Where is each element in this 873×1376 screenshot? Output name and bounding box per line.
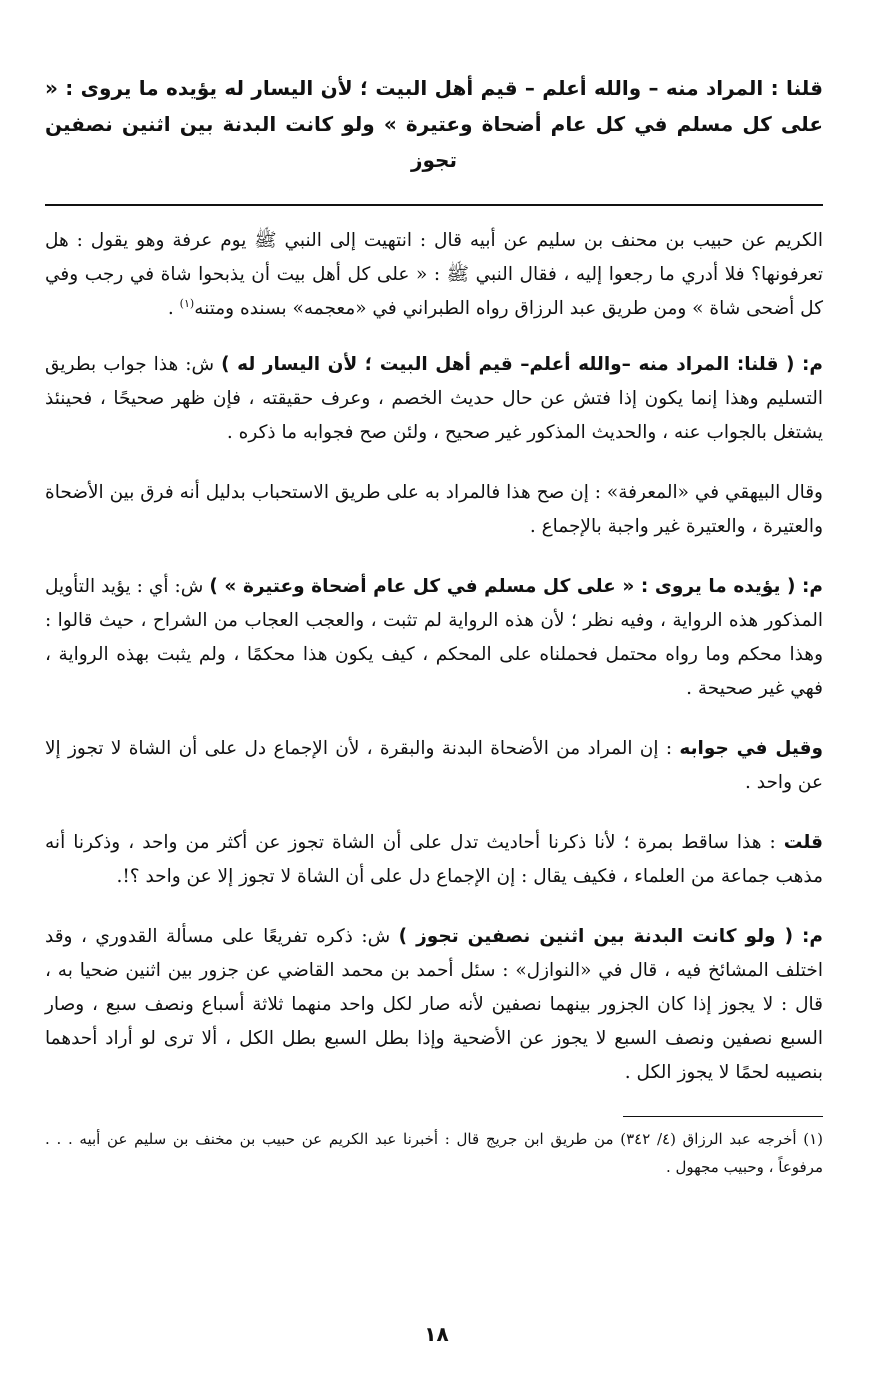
footnote-text: (١) أخرجه عبد الرزاق (٤/ ٣٤٢) من طريق ابن جريج قال : أخبرنا عبد الكريم عن حبيب بن مخنف بن سليم عن أبيه . . . مرفوعاً ، وحبيب مجهول . — [45, 1130, 823, 1176]
paragraph-body: : هذا ساقط بمرة ؛ لأنا ذكرنا أحاديث تدل على أن الشاة تجوز عن أكثر من واحد ، وذكرنا أنه مذهب جماعة من العلماء ، فكيف يقال : إن الإجماع دل على أن الشاة لا تجوز إلا عن واحد ؟!. — [45, 832, 823, 887]
page-content — [45, 70, 823, 1181]
hadith-paragraph — [45, 224, 823, 326]
matn-text: قلنا : المراد منه – والله أعلم – قيم أهل البيت ؛ لأن اليسار له يؤيده ما يروى : « على كل مسلم في كل عام أضحاة وعتيرة » ولو كانت البدنة بين اثنين نصفين تجوز — [45, 76, 823, 172]
paragraph-lead: م: ( ولو كانت البدنة بين اثنين نصفين تجوز ) — [398, 926, 823, 947]
commentary-paragraph — [45, 732, 823, 800]
matn-separator — [45, 204, 823, 206]
hadith-text: الكريم عن حبيب بن محنف بن سليم عن أبيه قال : انتهيت إلى النبي ﷺ يوم عرفة وهو يقول : هل تعرفونها؟ فلا أدري ما رجعوا إليه ، فقال النبي ﷺ : « على كل أهل بيت أن يذبحوا شاة في رجب وفي كل أضحى شاة » ومن طريق عبد الرزاق رواه الطبراني في «معجمه» بسنده ومتنه — [45, 230, 823, 319]
commentary-paragraph — [45, 920, 823, 1090]
paragraph-body: ش: أي : يؤيد التأويل المذكور هذه الرواية ، وفيه نظر ؛ لأن هذه الرواية لم تثبت ، والعجب العجاب من الشراح ، حيث قالوا : وهذا محكم وما رواه محتمل فحملناه على المحكم ، كيف يكون هذا محكمًا ، ولم يثبت بهذه الرواية ، فهي غير صحيحة . — [45, 576, 823, 699]
commentary-paragraph — [45, 570, 823, 706]
paragraph-lead: م: ( يؤيده ما يروى : « على كل مسلم في كل عام أضحاة وعتيرة » ) — [209, 576, 823, 597]
hadith-end: . — [167, 298, 180, 319]
footnote-separator — [623, 1116, 823, 1117]
paragraph-body: ش: ذكره تفريعًا على مسألة القدوري ، وقد اختلف المشائخ فيه ، قال في «النوازل» : سئل أحمد بن محمد القاضي عن جزور بين اثنين ضحيا به ، قال : لا يجوز إذا كان الجزور بينهما نصفين لأنه صار لكل واحد منهما ثلاثة أسباع ونصف سبع ، وصار السبع نصفين ونصف السبع لا يجوز عن الأضحية وإذا بطل السبع بطل الكل ، ألا ترى لو أراد أحدهما بنصيبه لحمًا لا يجوز الكل . — [45, 926, 823, 1083]
paragraph-lead: وقيل في جوابه — [679, 738, 823, 759]
commentary-paragraph — [45, 476, 823, 544]
paragraph-body: ش: هذا جواب بطريق التسليم وهذا إنما يكون إذا فتش عن حال حديث الخصم ، وعرف حقيقته ، فإن ظهر صحيحًا ، فحينئذ يشتغل بالجواب عنه ، والحديث المذكور غير صحيح ، ولئن صح فجوابه ما ذكره . — [45, 354, 823, 443]
paragraph-lead: قلت — [783, 832, 823, 853]
commentary-paragraph — [45, 348, 823, 450]
paragraph-lead: م: ( قلنا: المراد منه –والله أعلم– قيم أهل البيت ؛ لأن اليسار له ) — [221, 354, 823, 375]
paragraph-body: وقال البيهقي في «المعرفة» : إن صح هذا فالمراد به على طريق الاستحباب بدليل أنه فرق بين الأضحاة والعتيرة ، والعتيرة غير واجبة بالإجماع . — [45, 482, 823, 537]
paragraph-body: : إن المراد من الأضحاة البدنة والبقرة ، لأن الإجماع دل على أن الشاة لا تجوز إلا عن واحد . — [45, 738, 823, 793]
page-number: ١٨ — [424, 1322, 449, 1346]
commentary-paragraph — [45, 826, 823, 894]
footnote-ref: (١) — [179, 296, 195, 310]
